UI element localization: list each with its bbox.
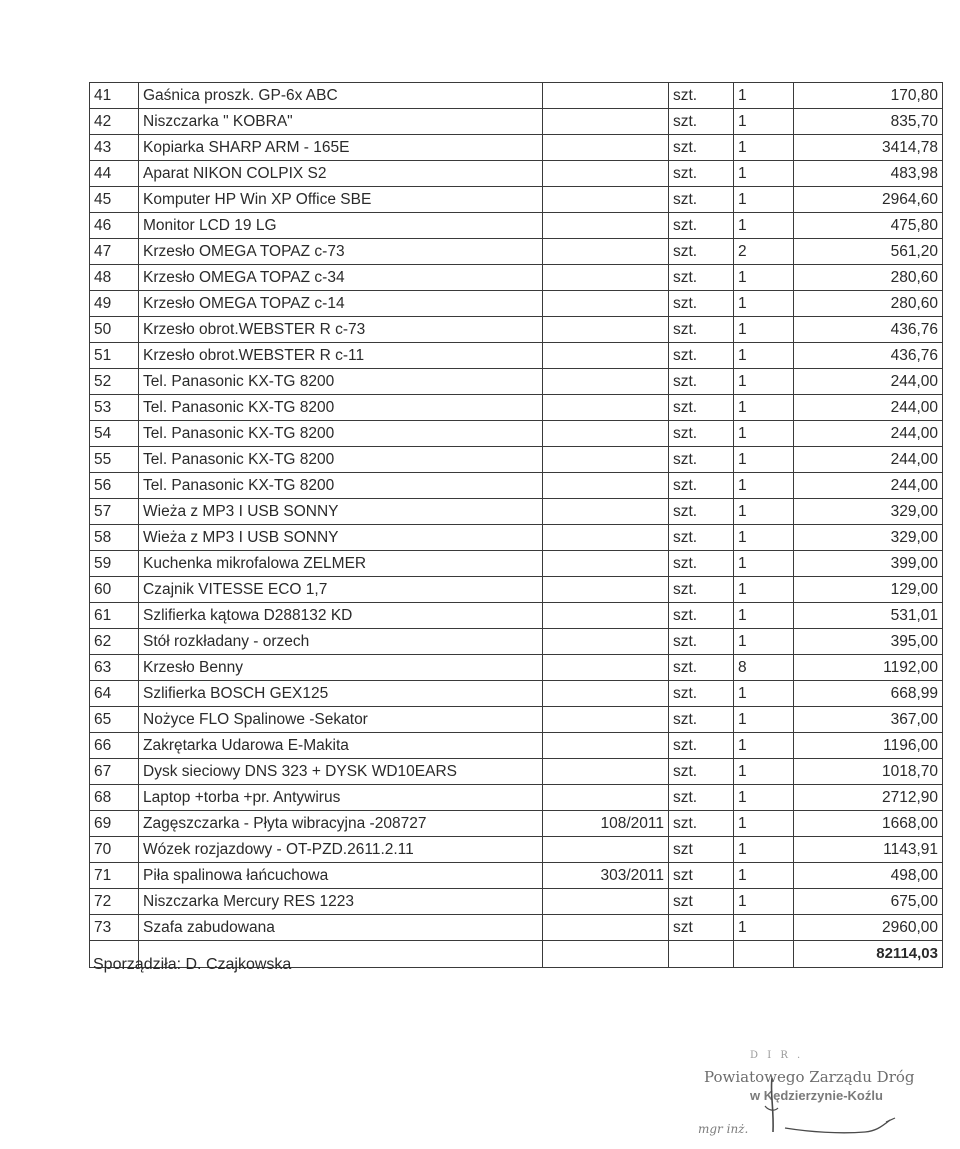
quantity-cell: 1 [734,447,794,473]
value-cell: 129,00 [794,577,943,603]
value-cell: 531,01 [794,603,943,629]
table-row [90,135,943,161]
unit-cell: szt. [669,135,734,161]
document-number-cell [543,629,669,655]
value-cell: 244,00 [794,473,943,499]
item-name-cell: Krzesło obrot.WEBSTER R c-73 [139,317,543,343]
value-cell: 475,80 [794,213,943,239]
document-number-cell [543,239,669,265]
item-name-cell: Tel. Panasonic KX-TG 8200 [139,421,543,447]
document-number-cell [543,759,669,785]
item-name-cell: Aparat NIKON COLPIX S2 [139,161,543,187]
document-number-cell [543,161,669,187]
value-cell: 244,00 [794,421,943,447]
table-row [90,343,943,369]
quantity-cell: 1 [734,629,794,655]
quantity-cell: 1 [734,889,794,915]
stamp-line-2: Powiatowego Zarządu Dróg [704,1068,915,1086]
item-name-cell: Krzesło OMEGA TOPAZ c-14 [139,291,543,317]
item-name-cell: Czajnik VITESSE ECO 1,7 [139,577,543,603]
document-number-cell [543,421,669,447]
value-cell: 2712,90 [794,785,943,811]
table-row [90,83,943,109]
document-number-cell [543,109,669,135]
table-row [90,109,943,135]
item-name-cell: Tel. Panasonic KX-TG 8200 [139,369,543,395]
item-name-cell: Szlifierka kątowa D288132 KD [139,603,543,629]
total-qty-cell [734,941,794,968]
document-number-cell [543,213,669,239]
item-name-cell: Krzesło obrot.WEBSTER R c-11 [139,343,543,369]
quantity-cell: 1 [734,369,794,395]
inventory-table [89,82,943,968]
quantity-cell: 1 [734,577,794,603]
unit-cell: szt. [669,525,734,551]
row-number-cell: 73 [90,915,139,941]
document-number-cell [543,187,669,213]
row-number-cell: 61 [90,603,139,629]
document-number-cell [543,915,669,941]
unit-cell: szt. [669,447,734,473]
row-number-cell: 65 [90,707,139,733]
item-name-cell: Dysk sieciowy DNS 323 + DYSK WD10EARS [139,759,543,785]
row-number-cell: 63 [90,655,139,681]
unit-cell: szt. [669,551,734,577]
value-cell: 395,00 [794,629,943,655]
item-name-cell: Gaśnica proszk. GP-6x ABC [139,83,543,109]
value-cell: 3414,78 [794,135,943,161]
item-name-cell: Szafa zabudowana [139,915,543,941]
value-cell: 244,00 [794,447,943,473]
table-row [90,161,943,187]
document-number-cell [543,525,669,551]
item-name-cell: Nożyce FLO Spalinowe -Sekator [139,707,543,733]
unit-cell: szt. [669,759,734,785]
table-row [90,733,943,759]
document-number-cell [543,681,669,707]
table-row [90,525,943,551]
value-cell: 244,00 [794,395,943,421]
unit-cell: szt. [669,187,734,213]
row-number-cell: 48 [90,265,139,291]
document-number-cell [543,889,669,915]
quantity-cell: 1 [734,499,794,525]
quantity-cell: 1 [734,187,794,213]
table-row [90,577,943,603]
unit-cell: szt. [669,707,734,733]
unit-cell: szt. [669,109,734,135]
unit-cell: szt [669,889,734,915]
quantity-cell: 8 [734,655,794,681]
value-cell: 1196,00 [794,733,943,759]
quantity-cell: 1 [734,83,794,109]
value-cell: 436,76 [794,317,943,343]
table-row [90,447,943,473]
table-row [90,655,943,681]
quantity-cell: 1 [734,317,794,343]
quantity-cell: 1 [734,811,794,837]
value-cell: 244,00 [794,369,943,395]
row-number-cell: 67 [90,759,139,785]
table-row [90,499,943,525]
official-stamp [690,1048,940,1138]
document-number-cell [543,733,669,759]
value-cell: 483,98 [794,161,943,187]
item-name-cell: Tel. Panasonic KX-TG 8200 [139,473,543,499]
item-name-cell: Laptop +torba +pr. Antywirus [139,785,543,811]
document-number-cell [543,473,669,499]
value-cell: 2960,00 [794,915,943,941]
quantity-cell: 1 [734,603,794,629]
row-number-cell: 45 [90,187,139,213]
quantity-cell: 1 [734,265,794,291]
row-number-cell: 53 [90,395,139,421]
value-cell: 1192,00 [794,655,943,681]
row-number-cell: 59 [90,551,139,577]
row-number-cell: 47 [90,239,139,265]
unit-cell: szt. [669,317,734,343]
table-row [90,707,943,733]
row-number-cell: 68 [90,785,139,811]
row-number-cell: 66 [90,733,139,759]
unit-cell: szt. [669,161,734,187]
quantity-cell: 1 [734,759,794,785]
unit-cell: szt [669,837,734,863]
value-cell: 561,20 [794,239,943,265]
document-number-cell [543,447,669,473]
prepared-by-note: Sporządziła: D. Czajkowska [93,956,292,973]
document-number-cell [543,265,669,291]
table-row [90,265,943,291]
unit-cell: szt. [669,421,734,447]
document-number-cell [543,291,669,317]
item-name-cell: Kuchenka mikrofalowa ZELMER [139,551,543,577]
value-cell: 280,60 [794,291,943,317]
table-row [90,603,943,629]
quantity-cell: 1 [734,707,794,733]
item-name-cell: Piła spalinowa łańcuchowa [139,863,543,889]
document-number-cell: 108/2011 [543,811,669,837]
item-name-cell: Kopiarka SHARP ARM - 165E [139,135,543,161]
item-name-cell: Krzesło Benny [139,655,543,681]
document-number-cell [543,551,669,577]
value-cell: 436,76 [794,343,943,369]
table-row [90,291,943,317]
item-name-cell: Wózek rozjazdowy - OT-PZD.2611.2.11 [139,837,543,863]
row-number-cell: 55 [90,447,139,473]
table-row [90,239,943,265]
row-number-cell: 52 [90,369,139,395]
unit-cell: szt. [669,473,734,499]
unit-cell: szt. [669,603,734,629]
row-number-cell: 43 [90,135,139,161]
document-number-cell [543,135,669,161]
table-row [90,213,943,239]
item-name-cell: Wieża z MP3 I USB SONNY [139,499,543,525]
stamp-line-1: D I R . [750,1050,804,1061]
document-number-cell [543,785,669,811]
row-number-cell: 71 [90,863,139,889]
table-row [90,915,943,941]
value-cell: 2964,60 [794,187,943,213]
table-row [90,837,943,863]
item-name-cell: Tel. Panasonic KX-TG 8200 [139,447,543,473]
item-name-cell: Niszczarka " KOBRA" [139,109,543,135]
unit-cell: szt [669,915,734,941]
table-row [90,317,943,343]
value-cell: 835,70 [794,109,943,135]
unit-cell: szt. [669,291,734,317]
unit-cell: szt. [669,239,734,265]
row-number-cell: 62 [90,629,139,655]
table-row [90,889,943,915]
unit-cell: szt. [669,213,734,239]
document-number-cell [543,655,669,681]
document-number-cell [543,83,669,109]
table-row [90,629,943,655]
value-cell: 675,00 [794,889,943,915]
row-number-cell: 70 [90,837,139,863]
document-number-cell [543,707,669,733]
item-name-cell: Tel. Panasonic KX-TG 8200 [139,395,543,421]
total-value: 82114,03 [794,941,943,968]
row-number-cell: 57 [90,499,139,525]
table-row [90,681,943,707]
table-row [90,187,943,213]
row-number-cell: 64 [90,681,139,707]
unit-cell: szt. [669,629,734,655]
item-name-cell: Wieża z MP3 I USB SONNY [139,525,543,551]
unit-cell: szt. [669,733,734,759]
quantity-cell: 1 [734,213,794,239]
table-row [90,473,943,499]
table-row [90,551,943,577]
row-number-cell: 46 [90,213,139,239]
quantity-cell: 1 [734,785,794,811]
document-number-cell [543,369,669,395]
quantity-cell: 1 [734,525,794,551]
unit-cell: szt. [669,395,734,421]
row-number-cell: 50 [90,317,139,343]
inventory-table-body [90,83,943,968]
document-number-cell [543,343,669,369]
document-number-cell [543,837,669,863]
value-cell: 329,00 [794,499,943,525]
item-name-cell: Komputer HP Win XP Office SBE [139,187,543,213]
table-row [90,759,943,785]
quantity-cell: 1 [734,473,794,499]
unit-cell: szt. [669,577,734,603]
value-cell: 1143,91 [794,837,943,863]
unit-cell: szt. [669,499,734,525]
quantity-cell: 1 [734,135,794,161]
row-number-cell: 42 [90,109,139,135]
item-name-cell: Niszczarka Mercury RES 1223 [139,889,543,915]
unit-cell: szt. [669,265,734,291]
quantity-cell: 1 [734,551,794,577]
table-row [90,395,943,421]
item-name-cell: Zagęszczarka - Płyta wibracyjna -208727 [139,811,543,837]
quantity-cell: 1 [734,681,794,707]
row-number-cell: 54 [90,421,139,447]
table-row [90,811,943,837]
document-number-cell [543,499,669,525]
table-row [90,785,943,811]
stamp-line-3: w Kędzierzynie-Koźlu [750,1088,883,1103]
quantity-cell: 1 [734,915,794,941]
row-number-cell: 44 [90,161,139,187]
unit-cell: szt. [669,369,734,395]
value-cell: 1018,70 [794,759,943,785]
quantity-cell: 1 [734,161,794,187]
value-cell: 367,00 [794,707,943,733]
item-name-cell: Krzesło OMEGA TOPAZ c-73 [139,239,543,265]
quantity-cell: 1 [734,291,794,317]
table-row [90,421,943,447]
row-number-cell: 56 [90,473,139,499]
item-name-cell: Szlifierka BOSCH GEX125 [139,681,543,707]
row-number-cell: 41 [90,83,139,109]
document-number-cell: 303/2011 [543,863,669,889]
row-number-cell: 72 [90,889,139,915]
item-name-cell: Stół rozkładany - orzech [139,629,543,655]
unit-cell: szt. [669,681,734,707]
quantity-cell: 1 [734,109,794,135]
unit-cell: szt. [669,811,734,837]
document-number-cell [543,317,669,343]
row-number-cell: 51 [90,343,139,369]
value-cell: 170,80 [794,83,943,109]
table-row [90,369,943,395]
unit-cell: szt. [669,655,734,681]
value-cell: 280,60 [794,265,943,291]
document-number-cell [543,577,669,603]
item-name-cell: Krzesło OMEGA TOPAZ c-34 [139,265,543,291]
value-cell: 668,99 [794,681,943,707]
quantity-cell: 2 [734,239,794,265]
stamp-line-4: mgr inż. [698,1122,749,1136]
quantity-cell: 1 [734,395,794,421]
document-number-cell [543,395,669,421]
unit-cell: szt. [669,83,734,109]
quantity-cell: 1 [734,343,794,369]
quantity-cell: 1 [734,863,794,889]
total-doc-cell [543,941,669,968]
value-cell: 329,00 [794,525,943,551]
total-unit-cell [669,941,734,968]
signature-scribble [690,1048,940,1138]
table-row [90,863,943,889]
unit-cell: szt [669,863,734,889]
row-number-cell: 60 [90,577,139,603]
unit-cell: szt. [669,343,734,369]
row-number-cell: 69 [90,811,139,837]
quantity-cell: 1 [734,421,794,447]
value-cell: 399,00 [794,551,943,577]
row-number-cell: 58 [90,525,139,551]
item-name-cell: Zakrętarka Udarowa E-Makita [139,733,543,759]
value-cell: 498,00 [794,863,943,889]
quantity-cell: 1 [734,733,794,759]
quantity-cell: 1 [734,837,794,863]
item-name-cell: Monitor LCD 19 LG [139,213,543,239]
value-cell: 1668,00 [794,811,943,837]
row-number-cell: 49 [90,291,139,317]
unit-cell: szt. [669,785,734,811]
document-number-cell [543,603,669,629]
